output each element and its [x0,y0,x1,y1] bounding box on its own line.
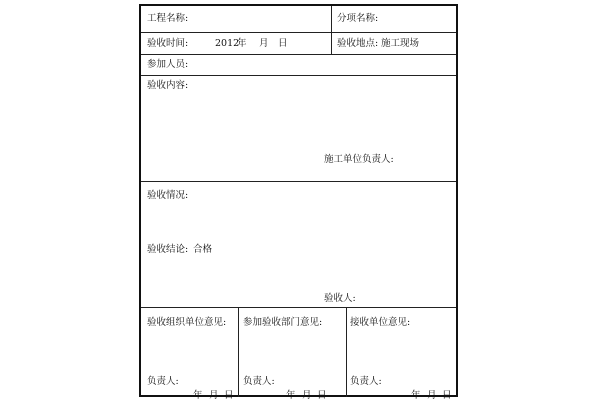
acceptance-form [139,4,458,401]
row-names [141,6,456,33]
row-content [141,76,456,182]
org-month-char: 月 [209,390,219,401]
org-year-char: 年 [193,390,203,401]
dept-opinion-label: 参加验收部门意见: [243,317,323,328]
row-opinions [141,308,456,401]
receiver-month-char: 月 [427,390,437,401]
dept-month-char: 月 [302,390,312,401]
divider-time-place [331,33,332,54]
row-participants [141,55,456,76]
conclusion-value: 合格 [193,244,213,255]
dept-day-char: 日 [317,390,327,401]
situation-label: 验收情况: [147,190,189,201]
divider-names [331,6,332,32]
org-opinion-label: 验收组织单位意见: [147,317,227,328]
day-char: 日 [278,38,288,49]
project-name-label: 工程名称: [147,13,189,24]
participants-label: 参加人员: [147,59,189,70]
dept-responsible-label: 负责人: [243,376,275,387]
subitem-name-label: 分项名称: [337,13,379,24]
conclusion-label: 验收结论: [147,244,189,255]
receiver-opinion-label: 接收单位意见: [350,317,411,328]
construction-leader-label: 施工单位负责人: [324,154,394,165]
dept-year-char: 年 [286,390,296,401]
acceptance-year: 2012 [215,38,240,49]
divider-opinions-1 [238,308,239,397]
content-label: 验收内容: [147,80,189,91]
divider-opinions-2 [346,308,347,397]
acceptance-time-label: 验收时间: [147,38,189,49]
year-char: 年 [237,38,247,49]
row-time-place [141,33,456,55]
receiver-day-char: 日 [442,390,452,401]
org-day-char: 日 [224,390,234,401]
month-char: 月 [259,38,269,49]
acceptance-place-label: 验收地点: [337,38,379,49]
row-situation [141,182,456,308]
receiver-year-char: 年 [411,390,421,401]
acceptor-label: 验收人: [324,293,356,304]
receiver-responsible-label: 负责人: [350,376,382,387]
org-responsible-label: 负责人: [147,376,179,387]
acceptance-place-value: 施工现场 [381,38,420,49]
